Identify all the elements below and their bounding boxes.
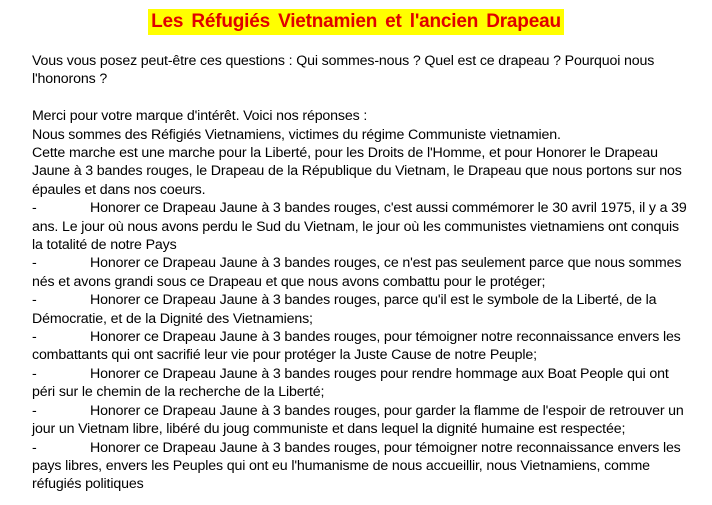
title-container <box>0 9 712 35</box>
who-line: Nous sommes des Réfigiés Vietnamiens, victimes du régime Communiste vietnamien. <box>32 126 561 143</box>
list-item <box>32 254 692 291</box>
list-item-text: Honorer ce Drapeau Jaune à 3 bandes rouges, ce n'est pas seulement parce que nous sommes nés et avons grandi sous ce Drapeau et que nous avons combattu pour le protéger; <box>32 255 682 290</box>
list-dash: - <box>32 402 37 419</box>
list-item-text: Honorer ce Drapeau Jaune à 3 bandes rouges pour rendre hommage aux Boat People qui ont péri sur le chemin de la recherche de la Liberté; <box>32 365 669 401</box>
list-dash: - <box>32 292 37 309</box>
blank-line <box>32 89 692 107</box>
list-dash: - <box>32 329 37 346</box>
list-item-text: Honorer ce Drapeau Jaune à 3 bandes rouges, pour témoigner notre reconnaissance envers les pays libres, envers les Peuples qui ont eu l'humanisme de nous accueillir, nous Vietnamiens, comme réfugiés politiques <box>32 439 681 493</box>
list-item-text: Honorer ce Drapeau Jaune à 3 bandes rouges, c'est aussi commémorer le 30 avril 1975, il y a 39 ans. Le jour où nous avons perdu le Sud du Vietnam, le jour où les communistes vietnamiens ont conquis la totalité de notre Pays <box>32 200 687 254</box>
page-title: Les Réfugiés Vietnamien et l'ancien Drapeau <box>148 9 564 35</box>
list-item-text: Honorer ce Drapeau Jaune à 3 bandes rouges, pour témoigner notre reconnaissance envers les combattants qui ont sacrifié leur vie pour protéger la Juste Cause de notre Peuple; <box>32 329 681 364</box>
list-dash: - <box>32 365 37 382</box>
thanks-line: Merci pour votre marque d'intérêt. Voici nos réponses : <box>32 108 368 125</box>
list-item <box>32 402 692 439</box>
list-item <box>32 439 692 494</box>
list-dash: - <box>32 255 37 272</box>
document-body <box>32 52 692 494</box>
list-item <box>32 365 692 402</box>
list-item-text: Honorer ce Drapeau Jaune à 3 bandes rouges, parce qu'il est le symbole de la Liberté, de la Démocratie, et de la Dignité des Vietnamiens; <box>32 292 657 327</box>
list-item-text: Honorer ce Drapeau Jaune à 3 bandes rouges, pour garder la flamme de l'espoir de retrouver un jour un Vietnam libre, libéré du joug communiste et dans lequel la dignité humaine est respectée; <box>32 402 684 438</box>
list-item <box>32 328 692 365</box>
list-item <box>32 291 692 328</box>
list-dash: - <box>32 439 37 456</box>
list-item <box>32 199 692 254</box>
list-dash: - <box>32 200 37 217</box>
intro-paragraph: Vous vous posez peut-être ces questions : Qui sommes-nous ? Quel est ce drapeau ? Pourquoi nous l'honorons ? <box>32 53 655 88</box>
march-paragraph: Cette marche est une marche pour la Liberté, pour les Droits de l'Homme, et pour Honorer le Drapeau Jaune à 3 bandes rouges, le Drapeau de la République du Vietnam, le Drapeau que nous portons sur nos épaules et dans nos coeurs. <box>32 145 682 198</box>
